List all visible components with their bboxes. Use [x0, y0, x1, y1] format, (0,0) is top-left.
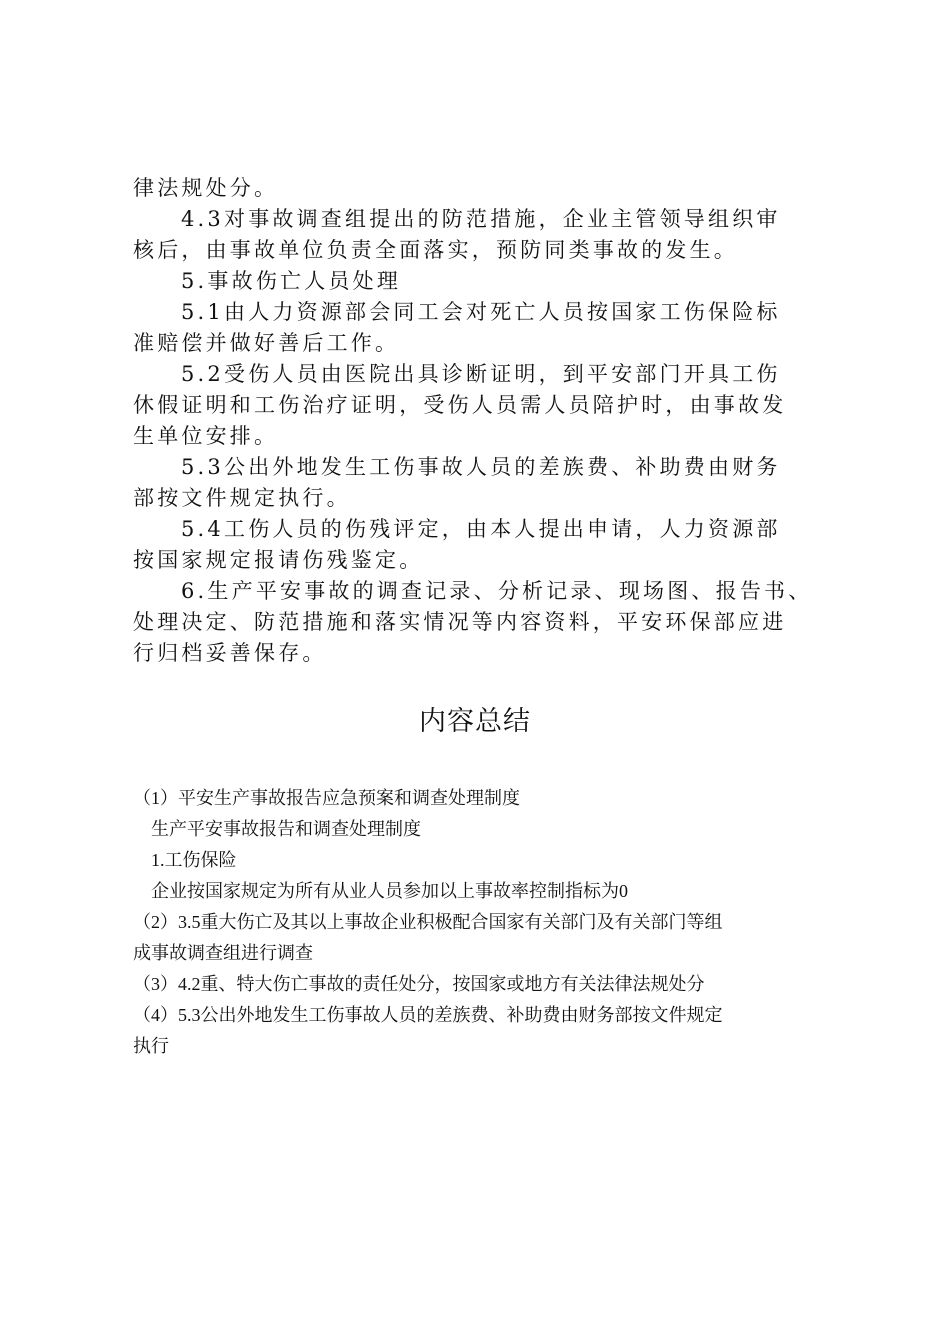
summary-title: 内容总结 [419, 706, 531, 737]
body-line: 准赔偿并做好善后工作。 [133, 331, 400, 355]
body-line: 律法规处分。 [133, 176, 279, 200]
body-text [133, 173, 833, 669]
body-line: 4.3对事故调查组提出的防范措施，企业主管领导组织审 [181, 207, 781, 231]
summary-section [133, 783, 833, 1062]
body-line: 部按文件规定执行。 [133, 486, 351, 510]
summary-line: 1.工伤保险 [151, 850, 237, 870]
summary-line: 执行 [133, 1036, 169, 1056]
body-line: 行归档妥善保存。 [133, 641, 327, 665]
summary-line: （1）平安生产事故报告应急预案和调查处理制度 [133, 788, 520, 808]
body-line: 休假证明和工伤治疗证明，受伤人员需人员陪护时，由事故发 [133, 393, 787, 417]
summary-line: （4）5.3公出外地发生工伤事故人员的差族费、补助费由财务部按文件规定 [133, 1005, 723, 1025]
summary-line: 企业按国家规定为所有从业人员参加以上事故率控制指标为0 [151, 881, 628, 901]
body-line: 5.1由人力资源部会同工会对死亡人员按国家工伤保险标 [181, 300, 781, 324]
body-line: 5.事故伤亡人员处理 [181, 269, 402, 293]
body-line: 生单位安排。 [133, 424, 279, 448]
body-line: 5.4工伤人员的伤残评定，由本人提出申请，人力资源部 [181, 517, 781, 541]
body-line: 核后，由事故单位负责全面落实，预防同类事故的发生。 [133, 238, 738, 262]
body-line: 5.3公出外地发生工伤事故人员的差族费、补助费由财务 [181, 455, 781, 479]
summary-line: 成事故调查组进行调查 [133, 943, 313, 963]
summary-line: （3）4.2重、特大伤亡事故的责任处分，按国家或地方有关法律法规处分 [133, 974, 705, 994]
summary-line: 生产平安事故报告和调查处理制度 [151, 819, 421, 839]
body-line: 6.生产平安事故的调查记录、分析记录、现场图、报告书、 [181, 579, 813, 603]
body-line: 处理决定、防范措施和落实情况等内容资料，平安环保部应进 [133, 610, 787, 634]
body-line: 按国家规定报请伤残鉴定。 [133, 548, 424, 572]
body-line: 5.2受伤人员由医院出具诊断证明，到平安部门开具工伤 [181, 362, 781, 386]
summary-line: （2）3.5重大伤亡及其以上事故企业积极配合国家有关部门及有关部门等组 [133, 912, 723, 932]
